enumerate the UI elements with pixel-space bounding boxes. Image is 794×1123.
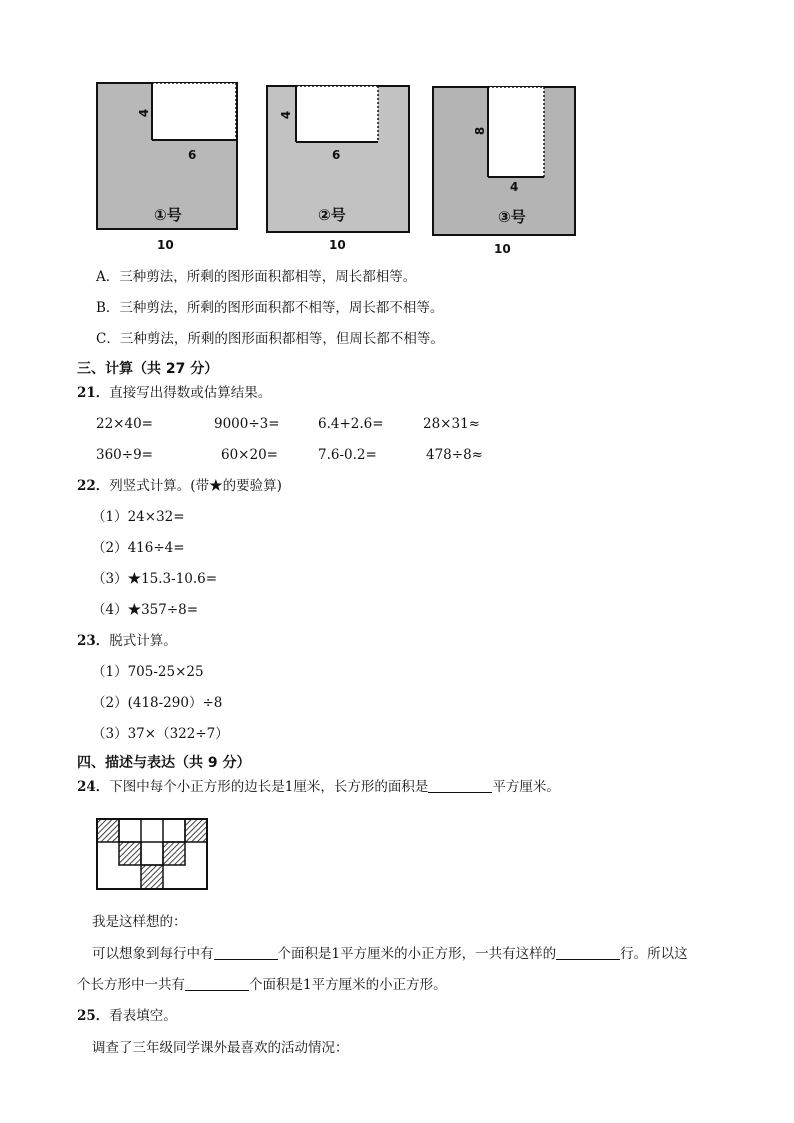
q24-line1 [92,945,688,963]
q24-number: 24． [77,779,110,795]
q24-area-blank[interactable] [428,778,492,793]
q24-line2-c: 平方厘米的小正方形。 [311,977,447,993]
q22-number: 22． [77,478,110,494]
q21-r1-c4: 28×31≈ [423,416,480,432]
option-a: A．三种剪法，所剩的图形面积都相等，周长都相等。 [96,269,417,285]
q25-number: 25． [77,1008,110,1024]
q21-line [77,384,271,402]
q24-text-c: 平方厘米。 [492,779,560,795]
section-3-title: 三、计算（共 27 分） [77,361,219,377]
q24-line1-a: 可以想象到每行中有 [92,946,214,962]
q25-text: 看表填空。 [109,1008,177,1024]
q22-item-2: （2）416÷4= [92,540,185,556]
q21-r1-c3: 6.4+2.6= [318,416,384,432]
q22-item-4: （4）★357÷8= [92,602,199,618]
q21-r2-c1: 360÷9= [96,447,153,463]
q24-text-b: 厘米，长方形的面积是 [293,779,429,795]
q23-item-2: （2）(418-290）÷8 [92,695,223,711]
figure-1-cut-bottom: 6 [188,148,197,162]
figure-3-cut-bottom: 4 [510,180,519,194]
q25-desc: 调查了三年级同学课外最喜欢的活动情况： [92,1040,349,1056]
q24-line2-unit: 1 [303,977,312,993]
figure-1-cut-side: 4 [137,108,152,118]
q24-line1-unit: 1 [331,946,341,962]
q21-r2-c2: 60×20= [221,447,278,463]
figure-2-cut-side: 4 [279,110,294,120]
figure-1-width: 10 [157,238,174,252]
figure-2-cut-bottom: 6 [332,148,341,162]
q24-rows-blank[interactable] [556,945,620,960]
q24-line1-b: 个面积是 [277,946,332,962]
q21-r1-c1: 22×40= [96,416,153,432]
q24-total-blank[interactable] [185,976,249,991]
figure-3-width: 10 [494,242,511,256]
q24-text-a: 下图中每个小正方形的边长是 [109,779,285,795]
q24-per-row-blank[interactable] [214,945,278,960]
q25-line [77,1007,177,1025]
q21-text: 直接写出得数或估算结果。 [109,385,272,401]
q24-unit: 1 [284,779,294,795]
option-b: B．三种剪法，所剩的图形面积都不相等，周长都不相等。 [96,300,444,316]
q22-item-3: （3）★15.3-10.6= [92,571,218,587]
q24-line2 [77,976,447,994]
q23-text: 脱式计算。 [109,633,177,649]
q23-number: 23． [77,633,110,649]
q21-r1-c2: 9000÷3= [214,416,280,432]
figure-2-width: 10 [329,238,346,252]
q21-number: 21． [77,385,110,401]
figure-1-name: ①号 [154,206,182,224]
q23-line [77,632,177,650]
q24-line2-b: 个面积是 [249,977,303,993]
q24-line1-c: 平方厘米的小正方形，一共有这样的 [340,946,557,962]
q24-think: 我是这样想的： [92,914,187,930]
section-4-title: 四、描述与表达（共 9 分） [77,755,251,771]
q22-item-1: （1）24×32= [92,509,185,525]
option-c: C．三种剪法，所剩的图形面积都相等，但周长都不相等。 [96,331,444,347]
figure-3-name: ③号 [498,208,526,226]
q22-text: 列竖式计算。(带★的要验算) [109,478,282,494]
q23-item-1: （1）705-25×25 [92,664,204,680]
figure-2-name: ②号 [318,206,346,224]
q23-item-3: （3）37×（322÷7） [92,726,229,742]
q22-line [77,477,282,495]
q21-r2-c3: 7.6-0.2= [318,447,377,463]
q24-line2-a: 个长方形中一共有 [77,977,185,993]
figure-3-cut-side: 8 [473,126,488,136]
q24-line [77,778,560,796]
q24-line1-d: 行。所以这 [620,946,688,962]
q21-r2-c4: 478÷8≈ [426,447,483,463]
q24-grid-figure [96,818,210,896]
